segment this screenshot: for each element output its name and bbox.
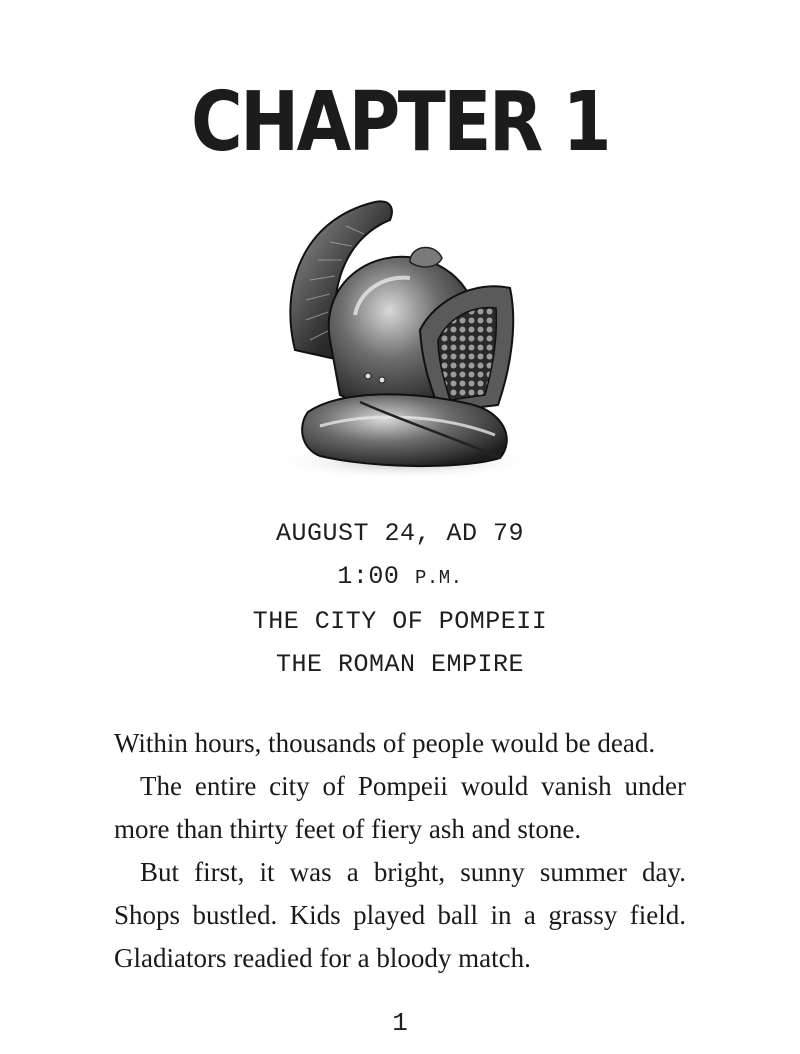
chapter-title: CHAPTER 1 <box>190 75 610 170</box>
page-number: 1 <box>392 1008 408 1038</box>
paragraph-2: The entire city of Pompeii would vanish under more than thirty feet of fiery ash and stone. <box>114 771 686 844</box>
paragraph-1: Within hours, thousands of people would be dead. <box>114 728 656 758</box>
dateline <box>0 512 800 686</box>
dateline-city: THE CITY OF POMPEII <box>252 607 548 636</box>
dateline-time-value: 1:00 <box>337 562 400 591</box>
dateline-time-suffix: P.M. <box>414 567 463 589</box>
gladiator-helmet-icon <box>260 190 545 490</box>
dateline-empire: THE ROMAN EMPIRE <box>275 650 525 679</box>
dateline-time <box>0 555 800 600</box>
paragraph-3: But first, it was a bright, sunny summer day. Shops bustled. Kids played ball in a grassy field. Gladiators readied for a bloody match. <box>114 857 686 973</box>
dateline-date: AUGUST 24, AD 79 <box>275 519 525 548</box>
chapter-body <box>114 722 686 980</box>
